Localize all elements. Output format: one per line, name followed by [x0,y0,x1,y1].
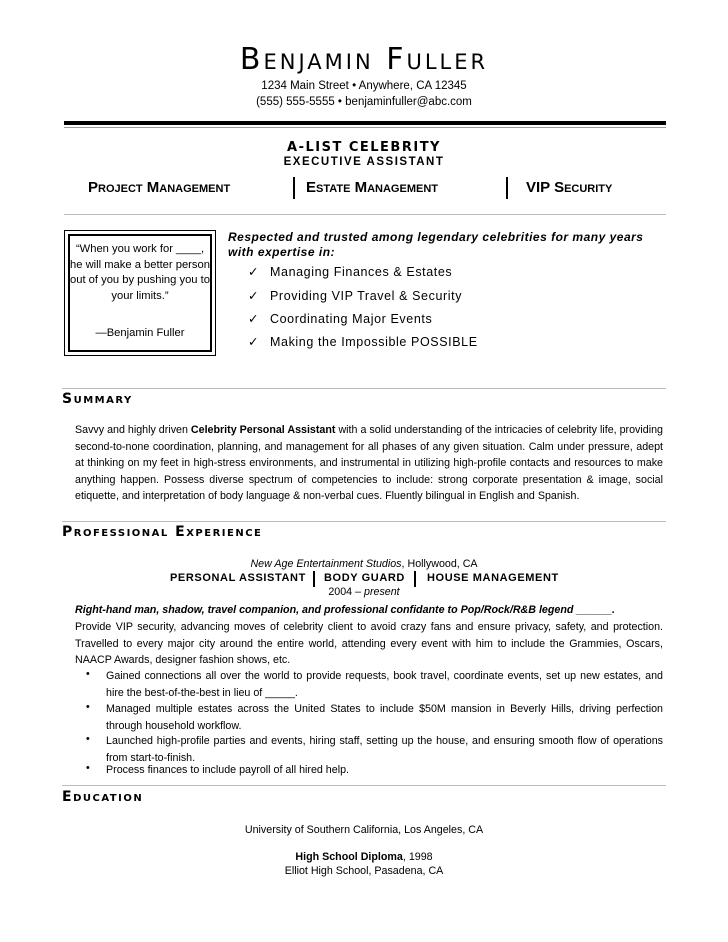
role-divider [414,571,416,587]
check-icon: ✓ [248,312,260,326]
summary-heading: Summary [62,391,133,407]
area-vip-security: VIP Security [526,179,613,196]
address-line: 1234 Main Street • Anywhere, CA 12345 [261,80,467,92]
job-bullet: Launched high-profile parties and events, hiring staff, setting up the house, and ensuring smooth flow of operations from start-to-finish. [106,735,663,764]
contact-line: (555) 555-5555 • benjaminfuller@abc.com [256,96,472,108]
education-university: University of Southern California, Los Angeles, CA [244,824,484,836]
role-divider [313,571,315,587]
expertise-item: ✓ Managing Finances & Estates [248,265,453,279]
bullet-icon: • [86,733,90,745]
job-bullet: Gained connections all over the world to provide requests, book travel, coordinate events, set up new estates, and hire the best-of-the-best in lieu of _____. [106,670,663,699]
job-dates: 2004 – present [328,586,400,598]
summary-paragraph: Savvy and highly driven Celebrity Personal Assistant with a solid understanding of the intricacies of celebrity life, providing second-to-none coordination, planning, and management for all phases of any given situation. Calm under pressure, adept at thinking on my feet in high-stress environments, and instrumental in utilizing high-profile contacts and resources to make anything happen. Possess diverse spectrum of competencies to include: strong corporate presentation & image, social etiquette, and interpretation of body language & non-verbal cues. Fluently bilingual in English and Spanish. [75,424,663,502]
job-role: BODY GUARD [324,572,405,584]
area-estate-management: Estate Management [306,179,438,196]
job-company: New Age Entertainment Studios, Hollywood, CA [250,558,478,570]
job-role: HOUSE MANAGEMENT [427,572,559,584]
education-school: Elliot High School, Pasadena, CA [284,865,444,877]
job-bullet: Managed multiple estates across the United States to include $50M mansion in Beverly Hills, driving perfection through household workflow. [106,703,663,732]
quote-author: —Benjamin Fuller [95,327,185,339]
area-divider [293,177,295,199]
education-diploma: High School Diploma, 1998 [295,851,433,863]
job-role: PERSONAL ASSISTANT [170,572,306,584]
experience-rule [62,521,666,522]
areas-rule [64,214,666,215]
title-line-2: EXECUTIVE ASSISTANT [283,156,445,168]
check-icon: ✓ [248,289,260,303]
education-heading: Education [62,789,144,805]
area-divider [506,177,508,199]
area-project-management: Project Management [88,179,231,196]
expertise-item: ✓ Providing VIP Travel & Security [248,289,463,303]
job-description: Provide VIP security, advancing moves of celebrity client to avoid crazy fans and ensure privacy, safety, and protection. Travelled to every major city around the entire world, attending every event with him to include the Grammies, Oscars, NAACP Awards, designer fashion shows, etc. [75,621,663,666]
check-icon: ✓ [248,335,260,349]
experience-heading: Professional Experience [62,524,263,540]
header-rule-thin [64,127,666,128]
bullet-icon: • [86,762,90,774]
expertise-item: ✓ Making the Impossible POSSIBLE [248,335,478,349]
quote-box [64,230,216,356]
expertise-intro: Respected and trusted among legendary celebrities for many years with expertise in: [228,230,644,259]
job-headline: Right-hand man, shadow, travel companion, and professional confidante to Pop/Rock/R&B legend ______. [75,604,616,616]
header-rule [64,121,666,125]
title-line-1: A-LIST CELEBRITY [287,140,441,155]
education-rule [62,785,666,786]
bullet-icon: • [86,701,90,713]
quote-text: “When you work for ____, he will make a better person out of you by pushing you to your limits.” [70,243,210,302]
expertise-item: ✓ Coordinating Major Events [248,312,433,326]
summary-rule [62,388,666,389]
job-bullet: Process finances to include payroll of all hired help. [106,764,349,776]
bullet-icon: • [86,668,90,680]
check-icon: ✓ [248,265,260,279]
candidate-name: Benjamin Fuller [239,42,489,77]
